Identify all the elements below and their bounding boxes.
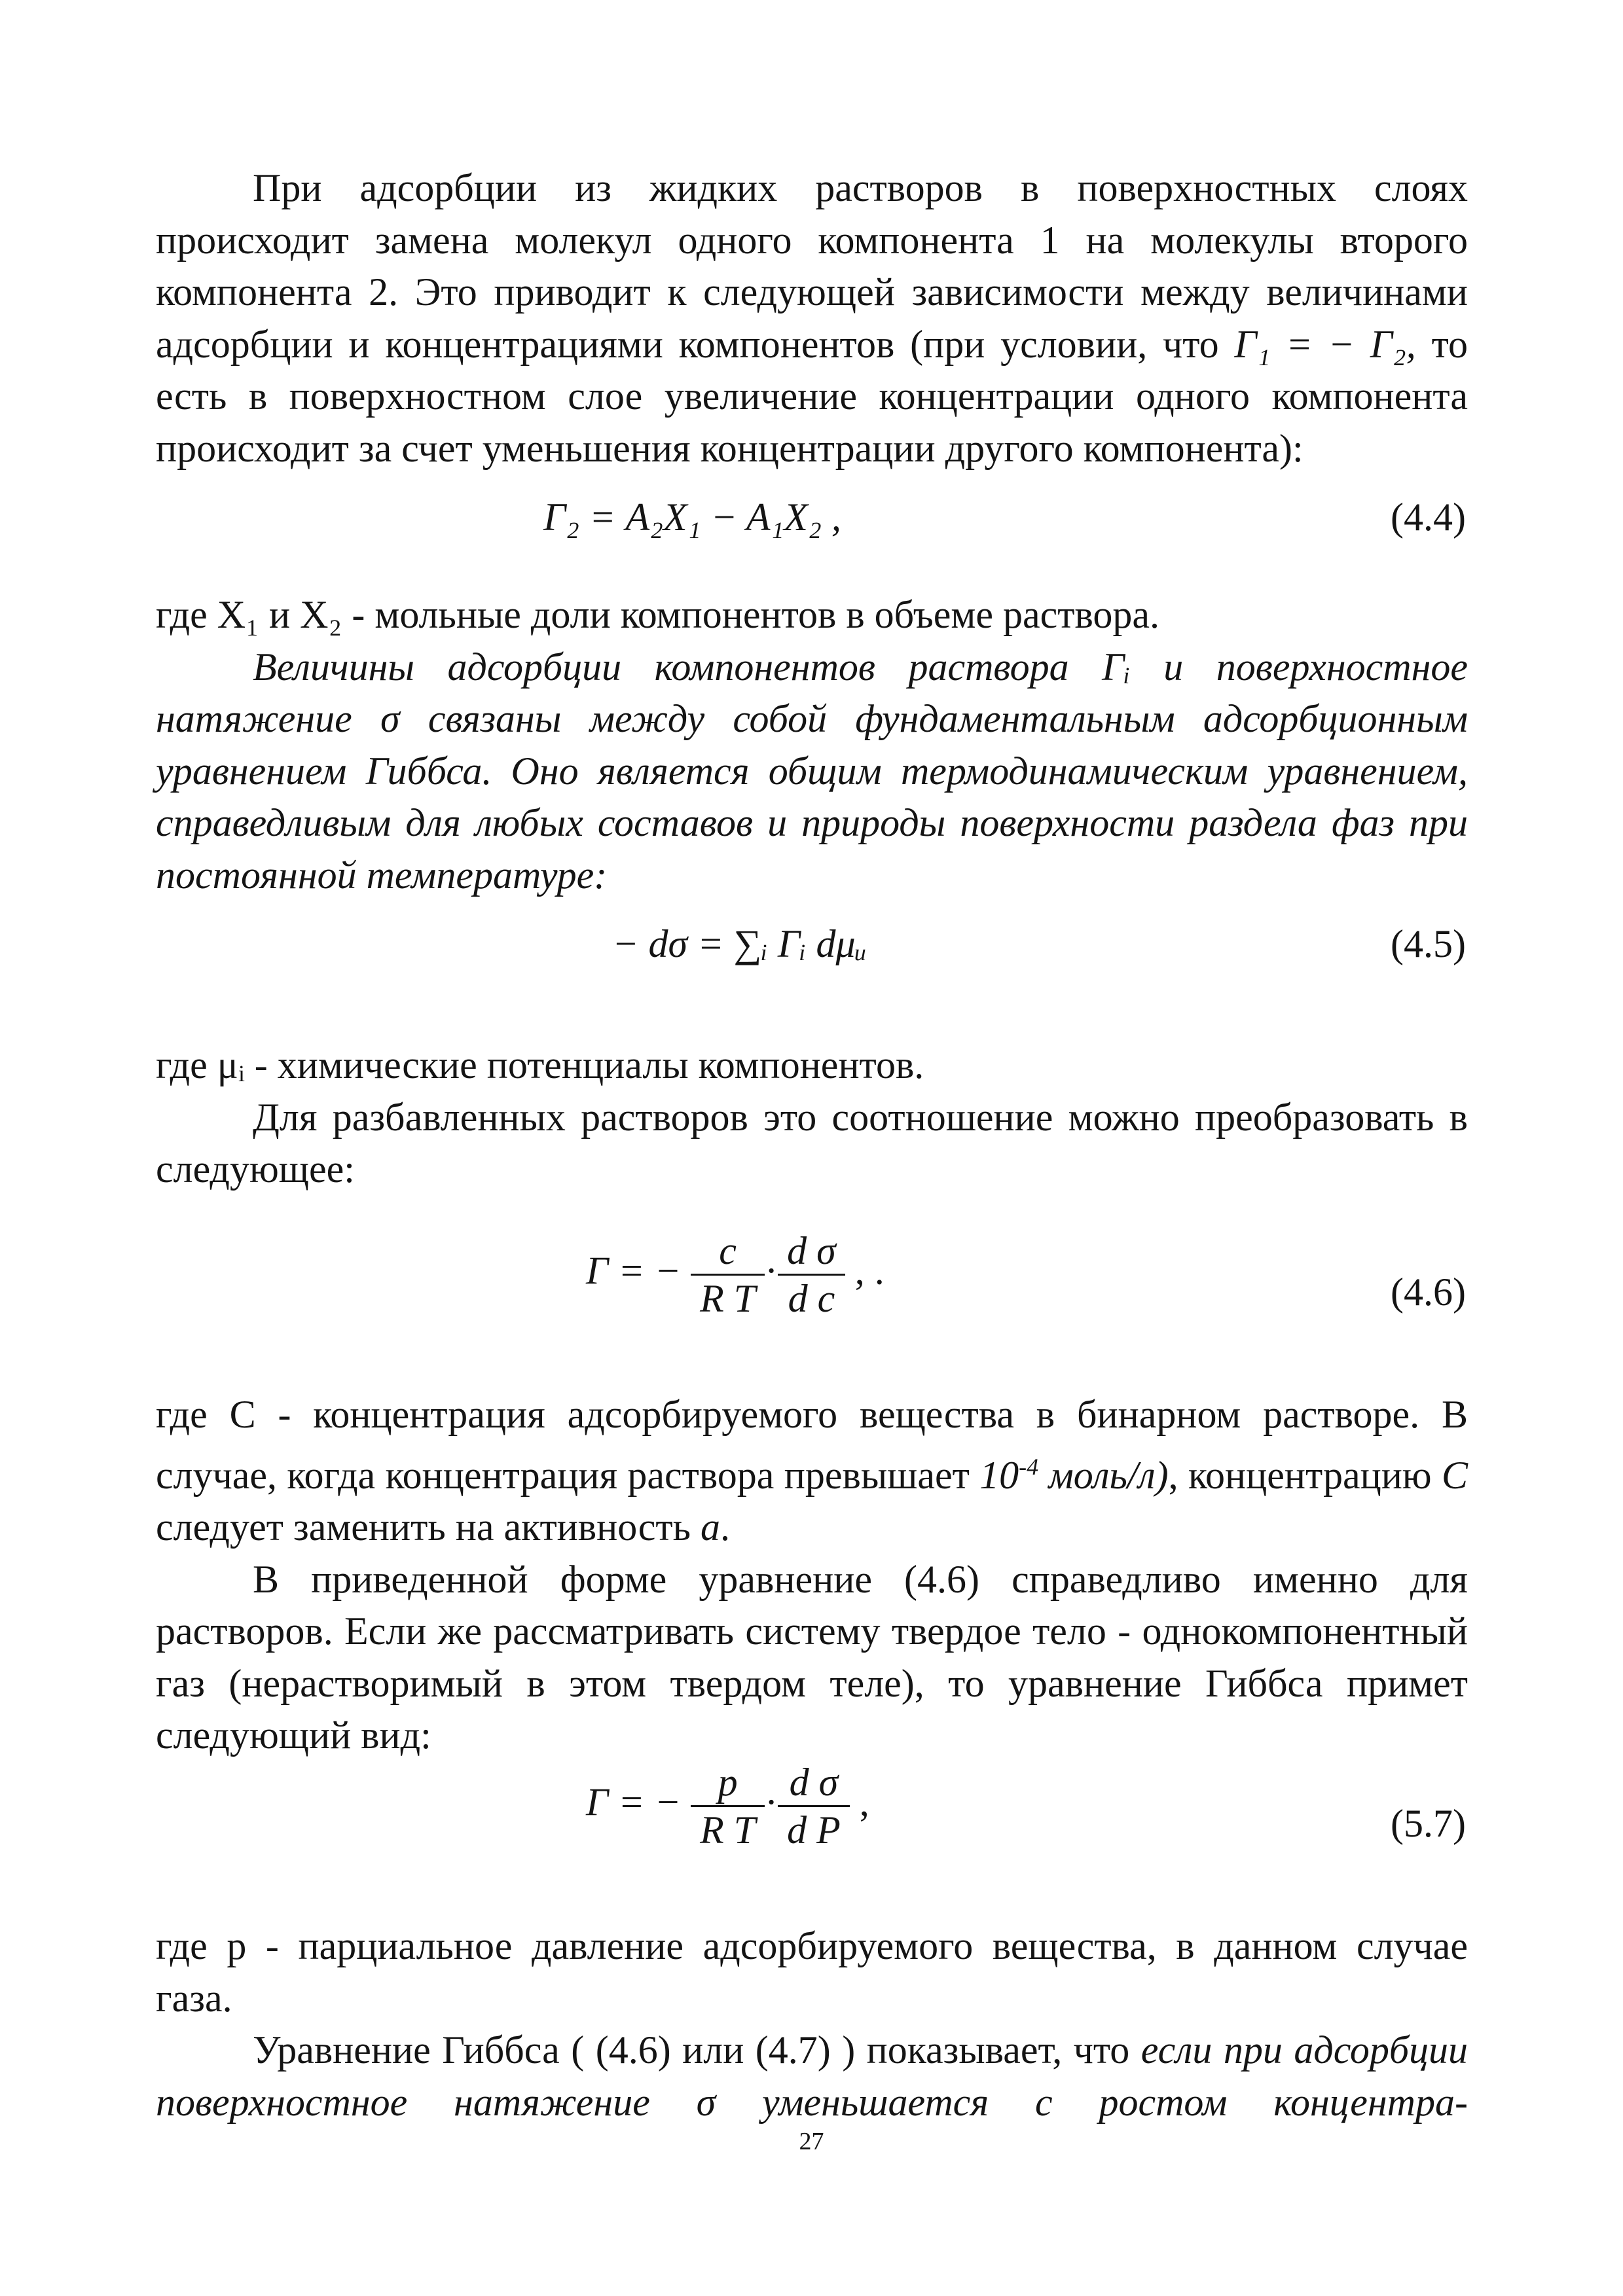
equation-number-5-7: (5.7) bbox=[1391, 1802, 1466, 1845]
last-b: если при адсорбции поверхностное натяжение σ уменьшается с ростом концентра- bbox=[156, 2028, 1468, 2124]
last-a: Уравнение Гиббса ( (4.6) или (4.7) ) показывает, что bbox=[253, 2028, 1130, 2072]
eq46-tail: , . bbox=[854, 1249, 884, 1293]
last-paragraph bbox=[156, 2024, 1468, 2128]
equation-number-4-4: (4.4) bbox=[1391, 495, 1466, 539]
page-number: 27 bbox=[799, 2128, 824, 2155]
equation-number-4-5: (4.5) bbox=[1391, 922, 1466, 965]
para-dilute: Для разбавленных растворов это соотношение можно преобразовать в следующее: bbox=[156, 1095, 1468, 1191]
eq57-tail: , bbox=[859, 1780, 869, 1824]
eq57-den2: d P bbox=[787, 1808, 841, 1852]
equation-4-4: Г₂ = A₂X₁ − A₁X₂ , bbox=[543, 495, 841, 539]
para1 bbox=[156, 162, 1468, 475]
where3: где C - концентрация адсорбируемого вещества в бинарном растворе. В случае, когда концентрация раствора превышает $10^{-4}$ моль/л), концентрацию C следует заменить на активность a. bbox=[156, 1393, 1468, 1549]
italic-paragraph: Величины адсорбции компонентов раствора Гᵢ и поверхностное натяжение σ связаны между собой фундаментальным адсорбционным уравнением Гиббса. Оно является общим термодинамическим уравнением, справедливым для любых составов и природы поверхности раздела фаз при постоянной температуре: bbox=[156, 645, 1468, 897]
equation-4-5: − dσ = ∑ᵢ Гᵢ dμᵤ bbox=[612, 922, 867, 965]
where3-e: a bbox=[700, 1505, 720, 1549]
eq57-lhs: Г = − bbox=[586, 1780, 682, 1824]
where3-exp: -4 bbox=[1019, 1453, 1039, 1480]
where3-a: где C - концентрация адсорбируемого вещества в бинарном растворе. В случае, когда концентрация раствора превышает bbox=[156, 1393, 1468, 1497]
eq46-den1: R T bbox=[700, 1277, 756, 1320]
eq46-lhs: Г = − bbox=[586, 1249, 682, 1293]
where3-c: C bbox=[1441, 1453, 1468, 1497]
equation-4-6: Г = − $\frac{c}{\text{R T}}$ · $\frac{\text{d σ}}{\text{d c}}$ , . bbox=[586, 1229, 884, 1320]
eq57-num2: d σ bbox=[778, 1759, 850, 1807]
eq46-num1: c bbox=[691, 1228, 765, 1276]
where3-unit: моль/л) bbox=[1048, 1453, 1169, 1497]
where4: где p - парциальное давление адсорбируемого вещества, в данном случае газа. bbox=[156, 1924, 1468, 2020]
eq57-den1: R T bbox=[700, 1808, 756, 1852]
paragraph-partial-pressure bbox=[156, 1920, 1468, 2128]
eq57-fraction-2 bbox=[778, 1759, 850, 1853]
paragraph-adsorption bbox=[156, 162, 1468, 475]
where2: где μᵢ - химические потенциалы компонентов. bbox=[156, 1043, 924, 1086]
equation-number-4-6: (4.6) bbox=[1391, 1270, 1466, 1314]
eq46-fraction-2 bbox=[778, 1228, 845, 1321]
where3-d: следует заменить на активность bbox=[156, 1505, 691, 1549]
para-gas: В приведенной форме уравнение (4.6) справедливо именно для растворов. Если же рассматривать систему твердое тело - однокомпонентный газ (нерастворимый в этом твердом теле), то уравнение Гиббса примет следующий вид: bbox=[156, 1557, 1468, 1757]
paragraph-where-x bbox=[156, 589, 1468, 901]
eq57-fraction-1 bbox=[691, 1759, 765, 1853]
para1-text: При адсорбции из жидких растворов в поверхностных слоях происходит замена молекул одного компонента 1 на молекулы второго компонента 2. Это приводит к следующей зависимости между величинами адсорбции и концентрациями компонентов (при условии, что bbox=[156, 166, 1468, 366]
para1-condition: Г₁ = − Г₂, bbox=[1234, 322, 1416, 366]
equation-5-7: Г = − $\frac{p}{\text{R T}}$ · $\frac{\text{d σ}}{\text{d P}}$ , bbox=[586, 1761, 869, 1852]
where1: где X₁ и X₂ - мольные доли компонентов в объеме раствора. bbox=[156, 593, 1159, 636]
where3-val: 10 bbox=[979, 1453, 1019, 1497]
eq46-den2: d c bbox=[788, 1277, 835, 1320]
paragraph-potentials bbox=[156, 1039, 1468, 1196]
eq57-num1: p bbox=[691, 1759, 765, 1807]
para1-end: то есть в поверхностном слое увеличение концентрации одного компонента происходит за счет уменьшения концентрации другого компонента): bbox=[156, 322, 1468, 470]
eq46-num2: d σ bbox=[778, 1228, 845, 1276]
eq46-fraction-1 bbox=[691, 1228, 765, 1321]
where3-b: , концентрацию bbox=[1168, 1453, 1432, 1497]
paragraph-concentration bbox=[156, 1389, 1468, 1762]
